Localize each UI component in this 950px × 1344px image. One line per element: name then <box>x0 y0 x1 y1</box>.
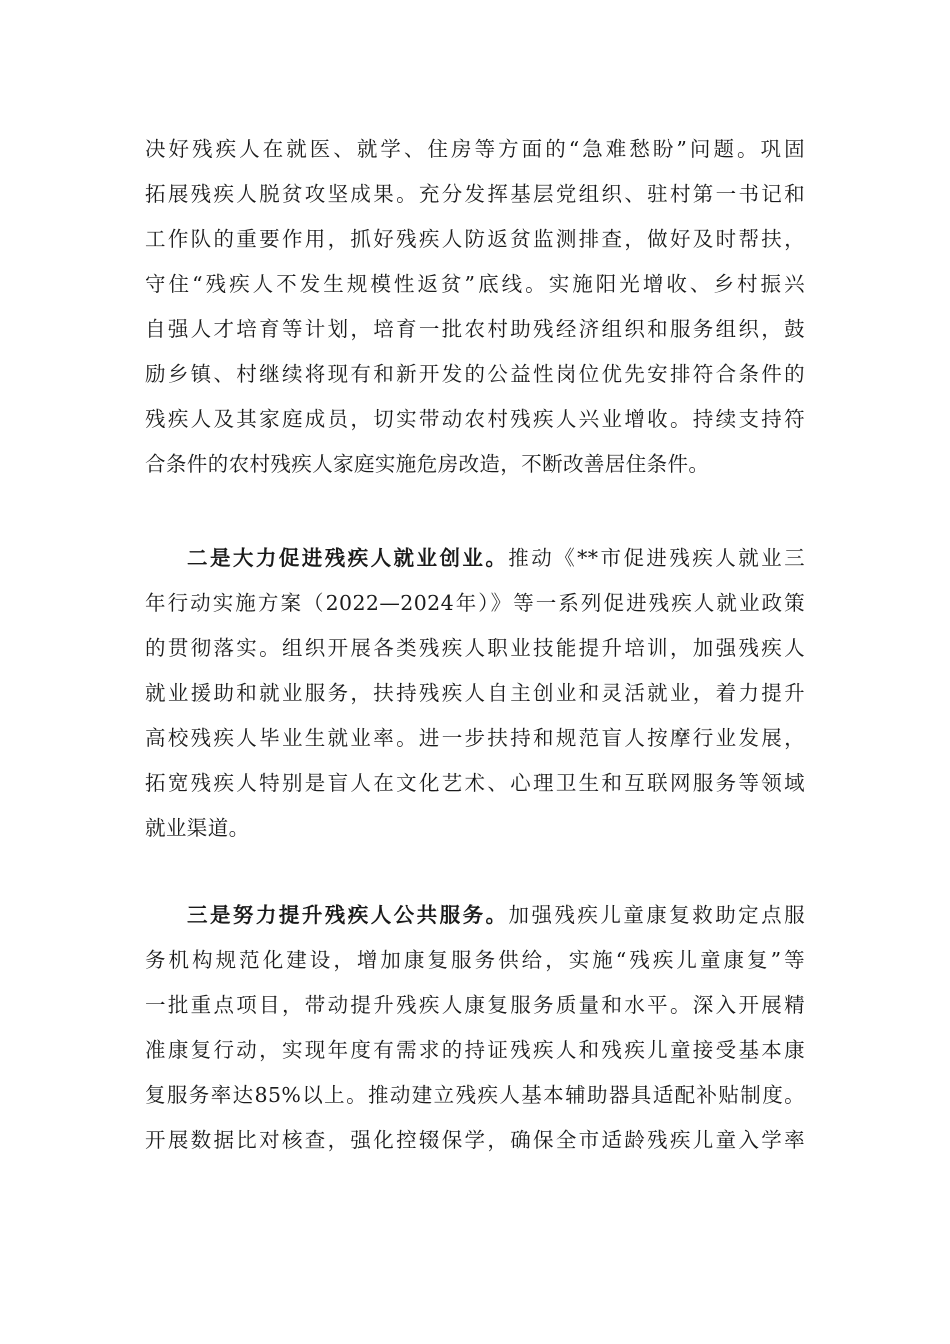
text-line: 务机构规范化建设，增加康复服务供给，实施“残疾儿童康复”等 <box>145 948 805 972</box>
paragraph-employment <box>145 536 805 851</box>
text-line: 复服务率达85%以上。推动建立残疾人基本辅助器具适配补贴制度。 <box>145 1083 805 1107</box>
paragraph-rural-poverty <box>145 127 805 487</box>
text-line: 高校残疾人毕业生就业率。进一步扶持和规范盲人按摩行业发展， <box>145 726 805 750</box>
text-line: 励乡镇、村继续将现有和新开发的公益性岗位优先安排符合条件的 <box>145 362 805 386</box>
section-heading: 二是大力促进残疾人就业创业。 <box>187 546 509 570</box>
text-line: 自强人才培育等计划，培育一批农村助残经济组织和服务组织，鼓 <box>145 317 805 341</box>
text-line: 合条件的农村残疾人家庭实施危房改造，不断改善居住条件。 <box>145 452 710 476</box>
text-segment: 推动《**市促进残疾人就业三 <box>508 546 805 570</box>
text-line: 开展数据比对核查，强化控辍保学，确保全市适龄残疾儿童入学率 <box>145 1128 805 1152</box>
text-line: 工作队的重要作用，抓好残疾人防返贫监测排查，做好及时帮扶， <box>145 227 805 251</box>
text-line: 就业渠道。 <box>145 816 250 840</box>
text-segment: 加强残疾儿童康复救助定点服 <box>508 903 805 927</box>
text-line: 拓展残疾人脱贫攻坚成果。充分发挥基层党组织、驻村第一书记和 <box>145 182 805 206</box>
text-line: 就业援助和就业服务，扶持残疾人自主创业和灵活就业，着力提升 <box>145 681 805 705</box>
text-line: 准康复行动，实现年度有需求的持证残疾人和残疾儿童接受基本康 <box>145 1038 805 1062</box>
text-line <box>145 536 805 581</box>
text-line <box>145 893 805 938</box>
text-line: 残疾人及其家庭成员，切实带动农村残疾人兴业增收。持续支持符 <box>145 407 805 431</box>
section-heading: 三是努力提升残疾人公共服务。 <box>187 903 509 927</box>
text-line: 决好残疾人在就医、就学、住房等方面的“急难愁盼”问题。巩固 <box>145 137 805 161</box>
text-line: 守住“残疾人不发生规模性返贫”底线。实施阳光增收、乡村振兴 <box>145 272 805 296</box>
text-line: 的贯彻落实。组织开展各类残疾人职业技能提升培训，加强残疾人 <box>145 636 805 660</box>
text-line: 一批重点项目，带动提升残疾人康复服务质量和水平。深入开展精 <box>145 993 805 1017</box>
text-line: 拓宽残疾人特别是盲人在文化艺术、心理卫生和互联网服务等领域 <box>145 771 805 795</box>
text-line: 年行动实施方案（2022—2024年）》等一系列促进残疾人就业政策 <box>145 591 805 615</box>
paragraph-public-services <box>145 893 805 1163</box>
